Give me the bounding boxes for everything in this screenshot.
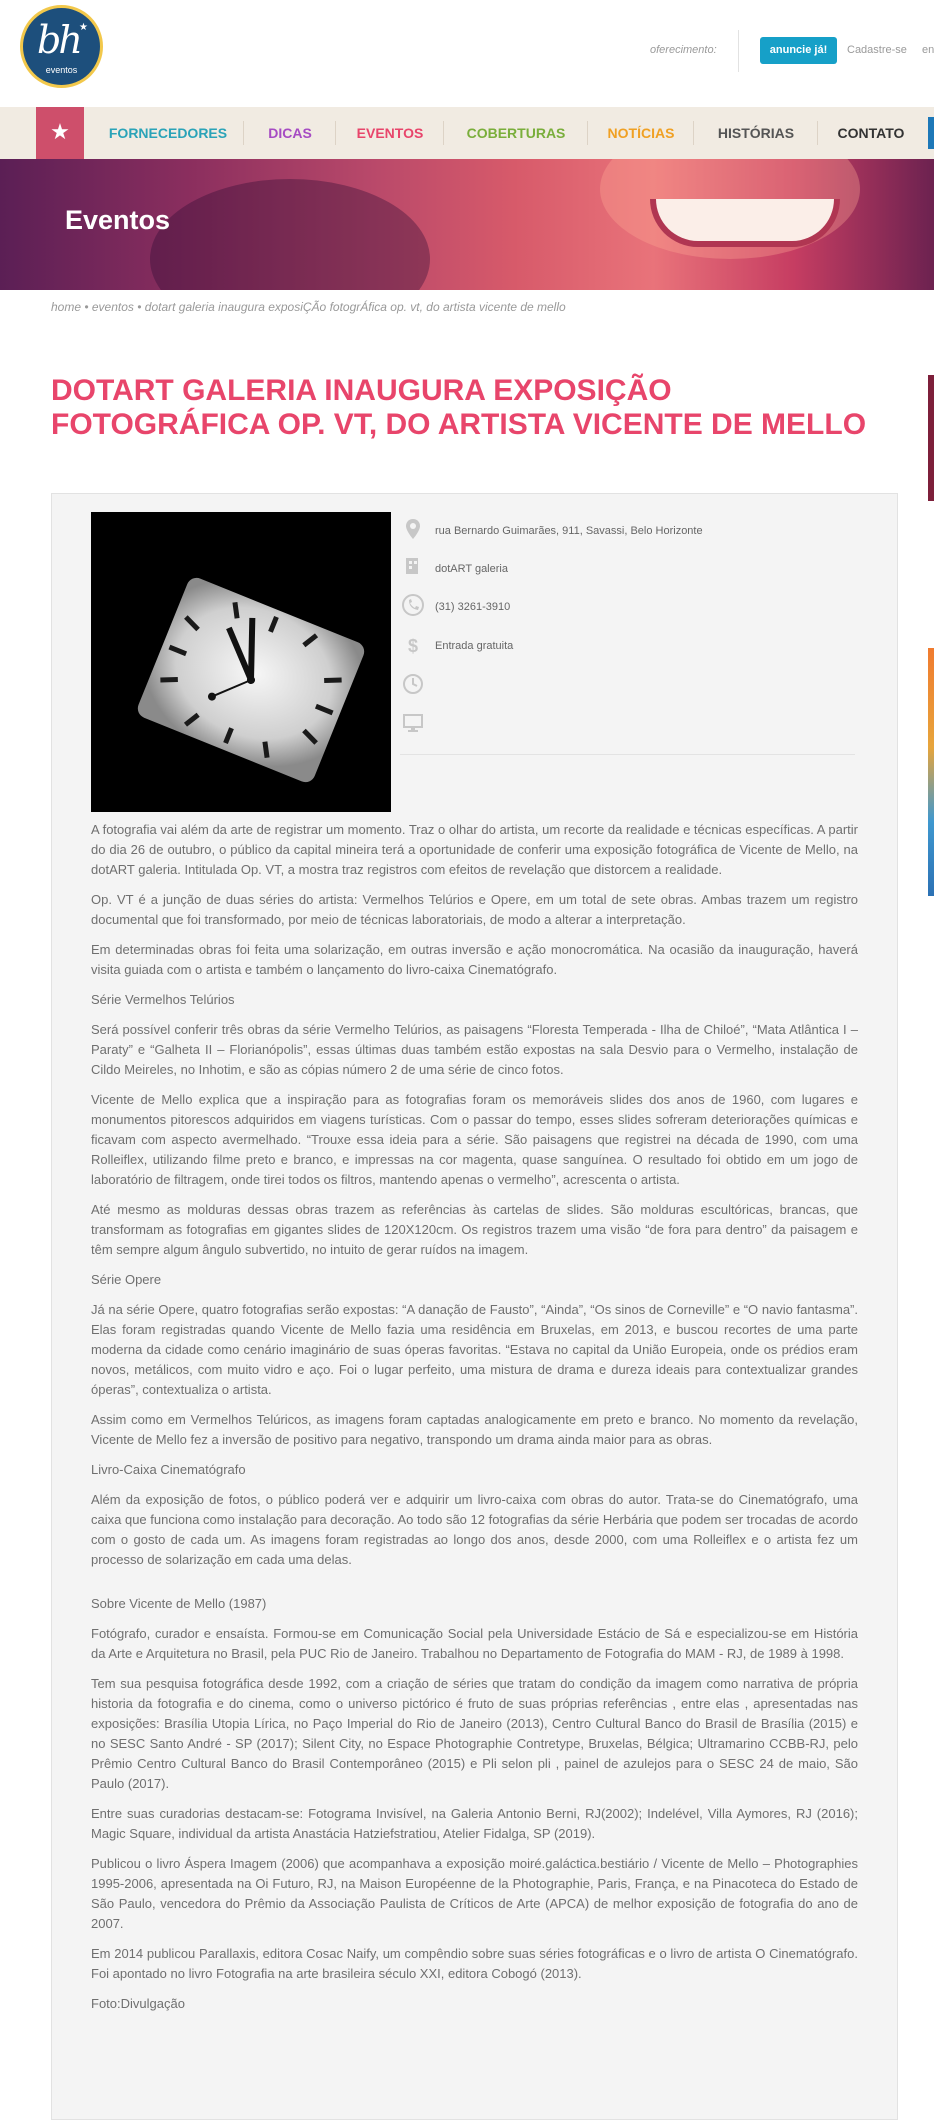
paragraph: A fotografia vai além da arte de registrar um momento. Traz o olhar do artista, um recorte da realidade e técnicas específicas. A partir do dia 26 de outubro, o público da capital mineira terá a oportunidade de conferir uma exposição fotográfica de Vicente de Mello, na dotART galeria. Intitulada Op. VT, a mostra traz registros com efeitos de revelação que distorcem a realidade. — [91, 822, 858, 877]
paragraph: Fotógrafo, curador e ensaísta. Formou-se em Comunicação Social pela Universidade Estácio de Sá e especializou-se em História da Arte e Arquitetura no Brasil, pela PUC Rio de Janeiro. Trabalhou no Departamento de Fotografia do MAM - RJ, de 1989 à 1998. — [91, 1626, 858, 1661]
phone-icon — [400, 594, 426, 620]
oferecimento-label: oferecimento: — [650, 44, 717, 56]
info-venue-text: dotART galeria — [435, 563, 508, 575]
nav-item-noticias[interactable] — [588, 107, 694, 159]
section-heading: Série Vermelhos Telúrios — [91, 992, 235, 1007]
clock-icon — [400, 673, 426, 699]
monitor-icon — [400, 713, 426, 739]
paragraph: Assim como em Vermelhos Telúricos, as imagens foram captadas analogicamente em preto e branco. No momento da revelação, Vicente de Mello fez a inversão de positivo para negativo, transpondo um drama ainda maior para as obras. — [91, 1412, 858, 1447]
cadastre-link[interactable]: Cadastre-se — [847, 44, 907, 56]
nav-item-label: HISTÓRIAS — [717, 125, 795, 141]
anuncie-button[interactable]: anuncie já! — [760, 37, 837, 64]
info-price-text: Entrada gratuita — [435, 640, 514, 652]
photo-credit: Foto:Divulgação — [91, 1996, 185, 2011]
side-ad-top[interactable] — [928, 375, 934, 501]
nav-item-coberturas[interactable] — [444, 107, 588, 159]
main-nav — [0, 107, 934, 159]
nav-item-dicas[interactable] — [244, 107, 336, 159]
nav-item-label: NOTÍCIAS — [607, 125, 675, 141]
side-ad-bottom[interactable] — [928, 648, 934, 896]
nav-item-label: CONTATO — [837, 125, 905, 141]
hero-title: Eventos — [65, 205, 171, 235]
info-divider — [400, 754, 855, 755]
nav-item-label: FORNECEDORES — [108, 125, 228, 141]
paragraph: Em determinadas obras foi feita uma solarização, em outras inversão e ação monocromática. Na ocasião da inauguração, haverá visita guiada com o artista e também o lançamento do livro-caixa Cinematógrafo. — [91, 942, 858, 977]
logo-text: bh — [37, 18, 80, 62]
paragraph: Tem sua pesquisa fotográfica desde 1992, com a criação de séries que tratam do condição da imagem como narrativa de própria historia da fotografia e do cinema, como o universo pictórico é fruto de suas próprias referências , entre elas , apresentadas nas exposições: Brasília Utopia Lírica, no Paço Imperial do Rio de Janeiro (2013), Centro Cultural Banco do Brasil de Brasília (2015) e no SESC Santo André - SP (2017); Silent City, no Espace Photographie Contretype, Bruxelas, Bélgica; Ultramarino CCBB-RJ, pelo Prêmio Centro Cultural Banco do Brasil Contemporâneo (2015) e Pli selon pli , painel de azulejos para o SESC 24 de maio, São Paulo (2017). — [91, 1676, 858, 1791]
paragraph: Além da exposição de fotos, o público poderá ver e adquirir um livro-caixa com obras do autor. Trata-se do Cinematógrafo, uma caixa que funciona como instalação para decoração. Ao todo são 12 fotografias da série Herbária que podem ser trocadas de acordo com o gosto de cada um. As imagens foram registradas ao longo dos anos, desde 2000, com uma Rolleiflex e o artista fez um processo de solarização em cada uma delas. — [91, 1492, 858, 1567]
nav-item-label: COBERTURAS — [466, 125, 566, 141]
building-icon — [400, 556, 426, 582]
paragraph: Op. VT é a junção de duas séries do artista: Vermelhos Telúrios e Opere, em um total de sete obras. Ambas trazem um registro documental que foi transformado, por meio de técnicas laboratoriais, de modo a alterar a interpretação. — [91, 892, 858, 927]
dollar-icon: $ — [407, 636, 418, 656]
paragraph: Em 2014 publicou Parallaxis, editora Cosac Naify, um compêndio sobre suas séries fotográficas e o livro de artista O Cinematógrafo. Foi apontado no livro Fotografia na arte brasileira século XXI, editora Cobogó (2013). — [91, 1946, 858, 1981]
logo-subtitle: eventos — [45, 65, 78, 75]
nav-item-label: DICAS — [268, 125, 312, 141]
nav-item-historias[interactable] — [694, 107, 818, 159]
hero-shadow — [150, 179, 430, 290]
paragraph: Entre suas curadorias destacam-se: Fotograma Invisível, na Galeria Antonio Berni, RJ(2002); Indelével, Villa Aymores, RJ (2016); Magic Square, individual da artista Anastácia Hatziefstratiou, Atelier Fidalga, SP (2019). — [91, 1806, 858, 1841]
section-heading: Série Opere — [91, 1272, 162, 1287]
top-bar — [0, 0, 934, 107]
nav-item-contato[interactable] — [818, 107, 924, 159]
section-heading: Sobre Vicente de Mello (1987) — [91, 1596, 267, 1611]
nav-item-label: EVENTOS — [356, 125, 424, 141]
map-pin-icon — [400, 518, 426, 544]
paragraph: Vicente de Mello explica que a inspiração para as fotografias foram os memoráveis slides dos anos de 1960, com lugares e monumentos pitorescos adquiridos em viagens turísticas. Com o passar do tempo, esses slides sofreram deteriorações químicas e ficavam com aspecto avermelhado. “Trouxe essa ideia para a série. São paisagens que registrei na década de 1990, com uma Rolleiflex, utilizando filme preto e branco, e impressas na cor magenta, quase sanguínea. O resultado foi obtido em um jogo de laboratório de filtragem, onde tirei todos os filtros, mantendo apenas o vermelho”, acrescenta o artista. — [91, 1092, 858, 1187]
header-divider — [738, 30, 739, 72]
paragraph: Já na série Opere, quatro fotografias serão expostas: “A danação de Fausto”, “Ainda”, “Os sinos de Corneville” e “O navio fantasma”. Elas foram registradas quando Vicente de Mello fazia uma residência em Bruxelas, em 2013, e buscou recortes de uma parte moderna da cidade como cenário imaginário de suas óperas favoritas. “Estava no capital da União Europeia, onde os prédios eram novos, metálicos, com muito vidro e aço. Foi o lugar perfeito, uma mistura de drama e dureza ideais para contextualizar grandes óperas”, contextualiza o artista. — [91, 1302, 858, 1397]
info-phone-text: (31) 3261-3910 — [435, 601, 511, 613]
entrar-link[interactable]: en — [922, 44, 934, 56]
info-address-text: rua Bernardo Guimarães, 911, Savassi, Belo Horizonte — [435, 525, 703, 537]
star-icon: ★ — [50, 119, 70, 144]
article-body — [91, 820, 858, 2024]
event-photo — [91, 512, 391, 812]
bh-eventos-logo[interactable] — [20, 5, 103, 88]
nav-edge-tab[interactable] — [928, 117, 934, 149]
clock-photo — [91, 512, 391, 812]
nav-item-fornecedores[interactable] — [92, 107, 244, 159]
hero-smile-image — [650, 199, 840, 247]
paragraph: Até mesmo as molduras dessas obras trazem as referências às cartelas de slides. São molduras escultóricas, brancas, que transformam as fotografias em gigantes slides de 120X120cm. Os registros trazem uma visão “de fora para dentro” da paisagem e têm sempre algum ângulo subvertido, no intuito de gerar ruídos na imagem. — [91, 1202, 858, 1257]
section-heading: Livro-Caixa Cinematógrafo — [91, 1462, 246, 1477]
nav-home-button[interactable] — [36, 107, 84, 159]
page-title: DOTART GALERIA INAUGURA EXPOSIÇÃO FOTOGRÁFICA OP. VT, DO ARTISTA VICENTE DE MELLO — [51, 374, 867, 441]
breadcrumb[interactable]: home • eventos • dotart galeria inaugura exposiÇÃo fotogrÁfica op. vt, do artista vicente de mello — [51, 300, 566, 314]
paragraph: Será possível conferir três obras da série Vermelho Telúrios, as paisagens “Floresta Temperada - Ilha de Chiloé”, “Mata Atlântica I – Paraty” e “Galheta II – Florianópolis”, essas últimas duas também estão expostas na sala Desvio para o Vermelho, instalação de Cildo Meireles, no Inhotim, e são as cópias número 2 de uma série de cinco fotos. — [91, 1022, 858, 1077]
nav-item-eventos[interactable] — [336, 107, 444, 159]
star-icon: ★ — [79, 22, 88, 33]
paragraph: Publicou o livro Áspera Imagem (2006) que acompanhava a exposição moiré.galáctica.bestiário / Vicente de Mello – Photographies 1995-2006, apresentada na Oi Futuro, RJ, na Maison Européenne de la Photographie, Paris, França, e na Pinacoteca do Estado de São Paulo, vencedora do Prêmio da Associação Paulista de Críticos de Arte (APCA) de melhor exposição de fotografia do ano de 2007. — [91, 1856, 858, 1931]
hero-banner — [0, 159, 934, 290]
